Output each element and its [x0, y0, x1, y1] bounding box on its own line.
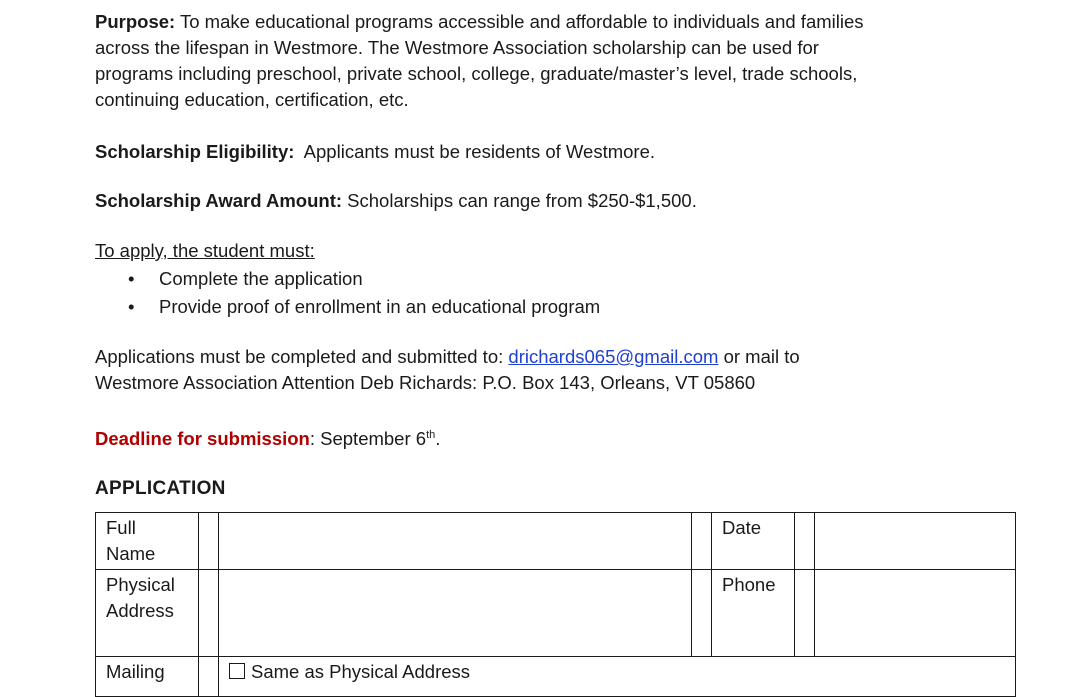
purpose-line-3: programs including preschool, private school, college, graduate/master’s level, trade schools, [95, 63, 858, 84]
physical-address-field[interactable] [219, 570, 692, 657]
list-item: • Provide proof of enrollment in an educational program [128, 293, 600, 321]
submission-suffix: or mail to [718, 346, 800, 367]
phone-field[interactable] [815, 570, 1016, 657]
full-name-field[interactable] [219, 513, 692, 570]
bullet-icon: • [128, 268, 135, 289]
full-name-label: Full Name [96, 513, 199, 570]
award-label: Scholarship Award Amount: [95, 190, 343, 211]
mailing-label: Mailing [96, 657, 199, 697]
award-paragraph [95, 188, 995, 214]
apply-list [128, 265, 600, 321]
checkbox-icon[interactable] [229, 663, 245, 679]
submission-address: Westmore Association Attention Deb Richards: P.O. Box 143, Orleans, VT 05860 [95, 372, 756, 393]
deadline-text: : September 6 [309, 428, 427, 450]
same-as-physical-label: Same as Physical Address [251, 661, 471, 682]
date-label: Date [712, 513, 795, 570]
mailing-field[interactable] [219, 657, 1016, 697]
purpose-line-1: To make educational programs accessible and affordable to individuals and families [175, 11, 864, 32]
purpose-line-4: continuing education, certification, etc. [95, 89, 409, 110]
eligibility-text: Applicants must be residents of Westmore. [294, 141, 655, 162]
deadline-label: Deadline for submission [95, 428, 310, 450]
bullet-icon: • [128, 296, 135, 317]
purpose-line-2: across the lifespan in Westmore. The Westmore Association scholarship can be used for [95, 37, 819, 58]
apply-heading: To apply, the student must: [95, 240, 315, 261]
eligibility-paragraph [95, 139, 995, 165]
eligibility-label: Scholarship Eligibility: [95, 141, 295, 162]
award-text: Scholarships can range from $250-$1,500. [342, 190, 697, 211]
application-heading: APPLICATION [95, 478, 226, 499]
submission-prefix: Applications must be completed and submitted to: [95, 346, 509, 367]
deadline-sup: th [426, 429, 436, 441]
purpose-label: Purpose: [95, 11, 176, 32]
list-item: • Complete the application [128, 265, 600, 293]
application-form [95, 512, 1016, 697]
purpose-paragraph [95, 9, 995, 113]
date-field[interactable] [815, 513, 1016, 570]
submission-paragraph [95, 344, 995, 396]
email-link[interactable]: drichards065@gmail.com [508, 346, 719, 367]
deadline-paragraph: Deadline for submission: September 6th. [95, 428, 441, 450]
physical-address-label: Physical Address [96, 570, 199, 657]
phone-label: Phone [712, 570, 795, 657]
